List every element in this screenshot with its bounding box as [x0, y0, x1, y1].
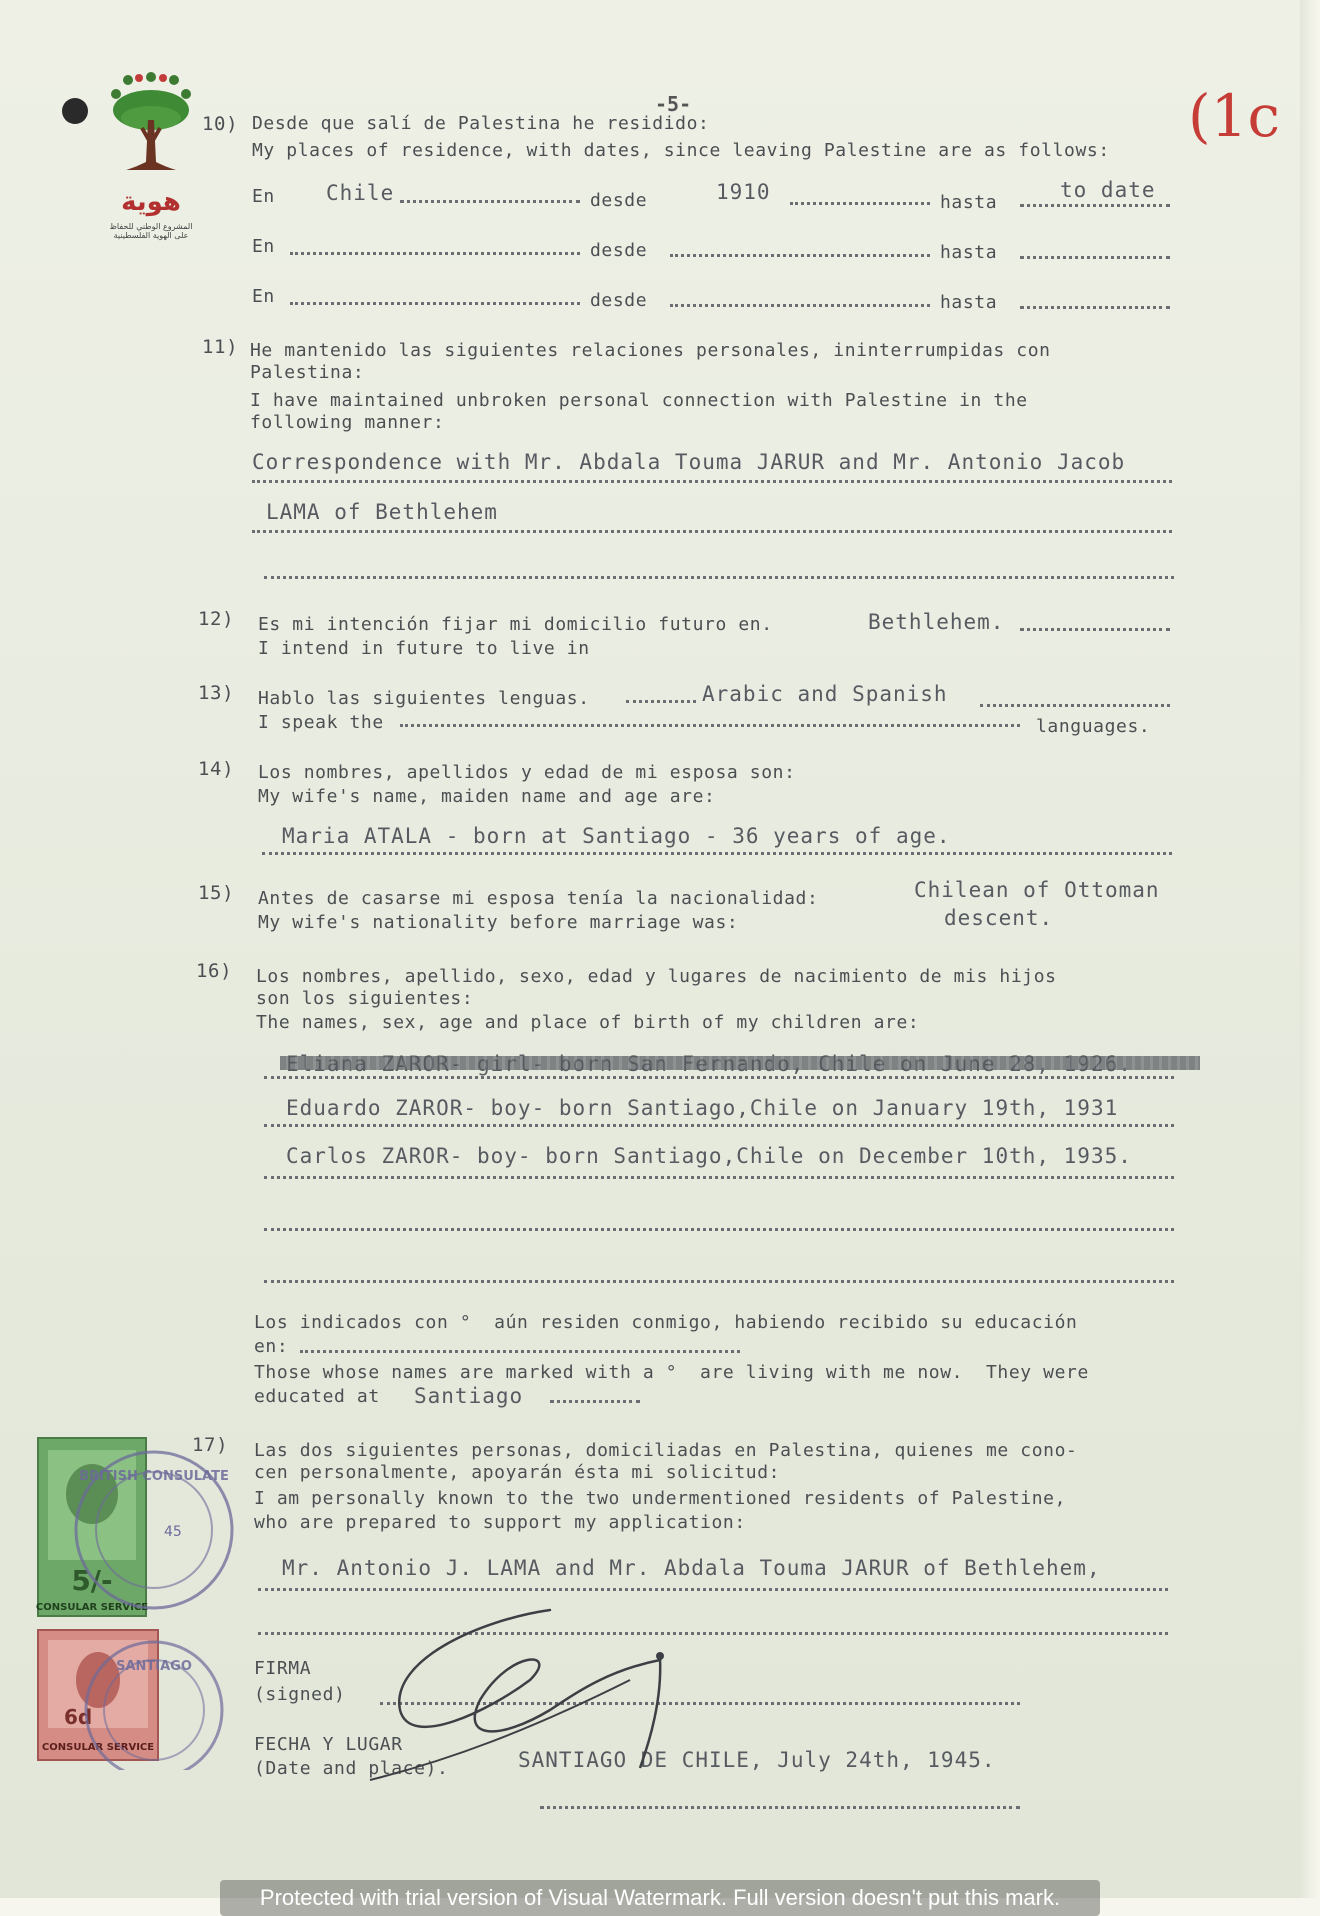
section-16-spanish-1: Los nombres, apellido, sexo, edad y lugares de nacimiento de mis hijos [256, 966, 1057, 987]
stamp-2-label: CONSULAR SERVICE [41, 1742, 155, 1753]
section-17-number: 17) [192, 1434, 229, 1456]
dotted-line [252, 530, 1172, 533]
stamp-date-fragment: 45 [164, 1524, 182, 1540]
section-15-answer-1: Chilean of Ottoman [914, 878, 1160, 902]
section-16-note-english-1: Those whose names are marked with a ° are living with me now. They were [254, 1362, 1089, 1383]
section-16-note-spanish-2: en: [254, 1336, 289, 1357]
section-12-answer: Bethlehem. [868, 610, 1005, 634]
residence-place-1: Chile [326, 181, 395, 205]
dotted-line [264, 1280, 1174, 1283]
dotted-line [1020, 628, 1170, 631]
section-11-answer-1: Correspondence with Mr. Abdala Touma JARUR and Mr. Antonio Jacob [252, 450, 1126, 474]
section-16-note-english-2: educated at [254, 1386, 380, 1407]
fecha-label: FECHA Y LUGAR [254, 1734, 403, 1755]
stamp-1-value: 5/- [71, 1564, 113, 1597]
dotted-line [264, 1176, 1174, 1179]
section-15-number: 15) [198, 882, 235, 904]
date-place-value: SANTIAGO DE CHILE, July 24th, 1945. [518, 1748, 996, 1772]
section-15-spanish: Antes de casarse mi esposa tenía la nacionalidad: [258, 888, 819, 909]
signed-label: (signed) [254, 1684, 346, 1705]
residence-row1-en: En [252, 186, 275, 207]
section-12-number: 12) [198, 608, 235, 630]
firma-label: FIRMA [254, 1658, 312, 1679]
section-12-english: I intend in future to live in [258, 638, 590, 659]
section-14-answer: Maria ATALA - born at Santiago - 36 years of age. [282, 824, 951, 848]
stamp-ring-text-1: BRITISH CONSULATE [79, 1469, 229, 1484]
punch-hole [62, 98, 88, 124]
educated-at-answer: Santiago [414, 1384, 524, 1408]
section-11-english-1: I have maintained unbroken personal connection with Palestine in the [250, 390, 1028, 411]
section-11-spanish-2: Palestina: [250, 362, 365, 383]
dotted-line [264, 576, 1174, 579]
stamp-2-value: 6d [64, 1705, 93, 1729]
corner-note-text: 1c [1210, 82, 1281, 150]
dotted-line [1020, 256, 1170, 259]
residence-row1-desde: desde [590, 190, 648, 211]
section-14-spanish: Los nombres, apellidos y edad de mi esposa son: [258, 762, 796, 783]
dotted-line [1020, 306, 1170, 309]
section-11-number: 11) [202, 336, 239, 358]
consular-stamps [34, 1430, 234, 1770]
dotted-line [670, 254, 930, 257]
strikeout-overtype [280, 1056, 1200, 1070]
residence-to-1: to date [1060, 178, 1156, 202]
child-3: Carlos ZAROR- boy- born Santiago,Chile on December 10th, 1935. [286, 1144, 1132, 1168]
residence-row2-hasta: hasta [940, 242, 998, 263]
logo-tagline: المشروع الوطني للحفاظ على الهوية الفلسطينية [109, 222, 193, 240]
dotted-line [540, 1806, 1020, 1809]
section-10-english: My places of residence, with dates, since leaving Palestine are as follows: [252, 140, 1110, 161]
section-15-english: My wife's nationality before marriage was: [258, 912, 739, 933]
section-16-number: 16) [196, 960, 233, 982]
section-10-spanish: Desde que salí de Palestina he residido: [252, 113, 710, 134]
dotted-line [400, 724, 1020, 727]
section-16-english: The names, sex, age and place of birth of my children are: [256, 1012, 920, 1033]
residence-row2-en: En [252, 236, 275, 257]
dotted-line [264, 1228, 1174, 1231]
corner-note: (1c [1188, 82, 1281, 150]
dotted-line [790, 202, 930, 205]
page-edge-right [1300, 0, 1320, 1916]
section-16-note-spanish-1: Los indicados con ° aún residen conmigo, habiendo recibido su educación [254, 1312, 1078, 1333]
section-13-english: I speak the [258, 712, 384, 733]
section-13-answer: Arabic and Spanish [702, 682, 948, 706]
section-17-english-1: I am personally known to the two undermentioned residents of Palestine, [254, 1488, 1067, 1509]
section-13-spanish: Hablo las siguientes lenguas. [258, 688, 590, 709]
section-17-spanish-1: Las dos siguientes personas, domiciliadas en Palestina, quienes me cono- [254, 1440, 1078, 1461]
section-17-spanish-2: cen personalmente, apoyarán ésta mi solicitud: [254, 1462, 781, 1483]
section-17-english-2: who are prepared to support my application: [254, 1512, 746, 1533]
section-15-answer-2: descent. [944, 906, 1054, 930]
section-14-number: 14) [198, 758, 235, 780]
residence-row1-hasta: hasta [940, 192, 998, 213]
dotted-line [262, 852, 1172, 855]
section-11-english-2: following manner: [250, 412, 445, 433]
residence-row3-hasta: hasta [940, 292, 998, 313]
dotted-line [400, 200, 580, 203]
residence-row2-desde: desde [590, 240, 648, 261]
residence-row3-en: En [252, 286, 275, 307]
section-13-number: 13) [198, 682, 235, 704]
section-11-answer-2: LAMA of Bethlehem [266, 500, 498, 524]
dotted-line [252, 480, 1172, 483]
section-12-spanish: Es mi intención fijar mi domicilio futuro en. [258, 614, 773, 635]
dotted-line [626, 700, 696, 703]
residence-from-1: 1910 [716, 180, 771, 204]
dotted-line [290, 252, 580, 255]
section-10-number: 10) [202, 113, 239, 135]
child-2: Eduardo ZAROR- boy- born Santiago,Chile on January 19th, 1931 [286, 1096, 1119, 1120]
section-13-languages: languages. [1036, 716, 1151, 737]
dotted-line [980, 704, 1170, 707]
dotted-line [290, 302, 580, 305]
handwritten-signature [330, 1590, 690, 1790]
dotted-line [670, 304, 930, 307]
section-11-spanish-1: He mantenido las siguientes relaciones personales, ininterrumpidas con [250, 340, 1051, 361]
dotted-line [300, 1350, 740, 1353]
residence-row3-desde: desde [590, 290, 648, 311]
hawiya-logo [106, 72, 196, 247]
dotted-line [264, 1076, 1174, 1079]
page-number: -5- [655, 92, 692, 116]
date-place-label: (Date and place). [254, 1758, 449, 1779]
watermark-banner: Protected with trial version of Visual Watermark. Full version doesn't put this mark. [220, 1880, 1100, 1916]
dotted-line [550, 1400, 640, 1403]
dotted-line [1020, 204, 1170, 207]
logo-arabic-text: هوية [121, 187, 181, 217]
section-14-english: My wife's name, maiden name and age are: [258, 786, 716, 807]
section-17-answer: Mr. Antonio J. LAMA and Mr. Abdala Touma JARUR of Bethlehem, [282, 1556, 1101, 1580]
section-16-spanish-2: son los siguientes: [256, 988, 474, 1009]
dotted-line [264, 1124, 1174, 1127]
stamp-1-label: CONSULAR SERVICE [35, 1602, 149, 1613]
stamp-ring-text-2: SANTIAGO [116, 1659, 192, 1674]
